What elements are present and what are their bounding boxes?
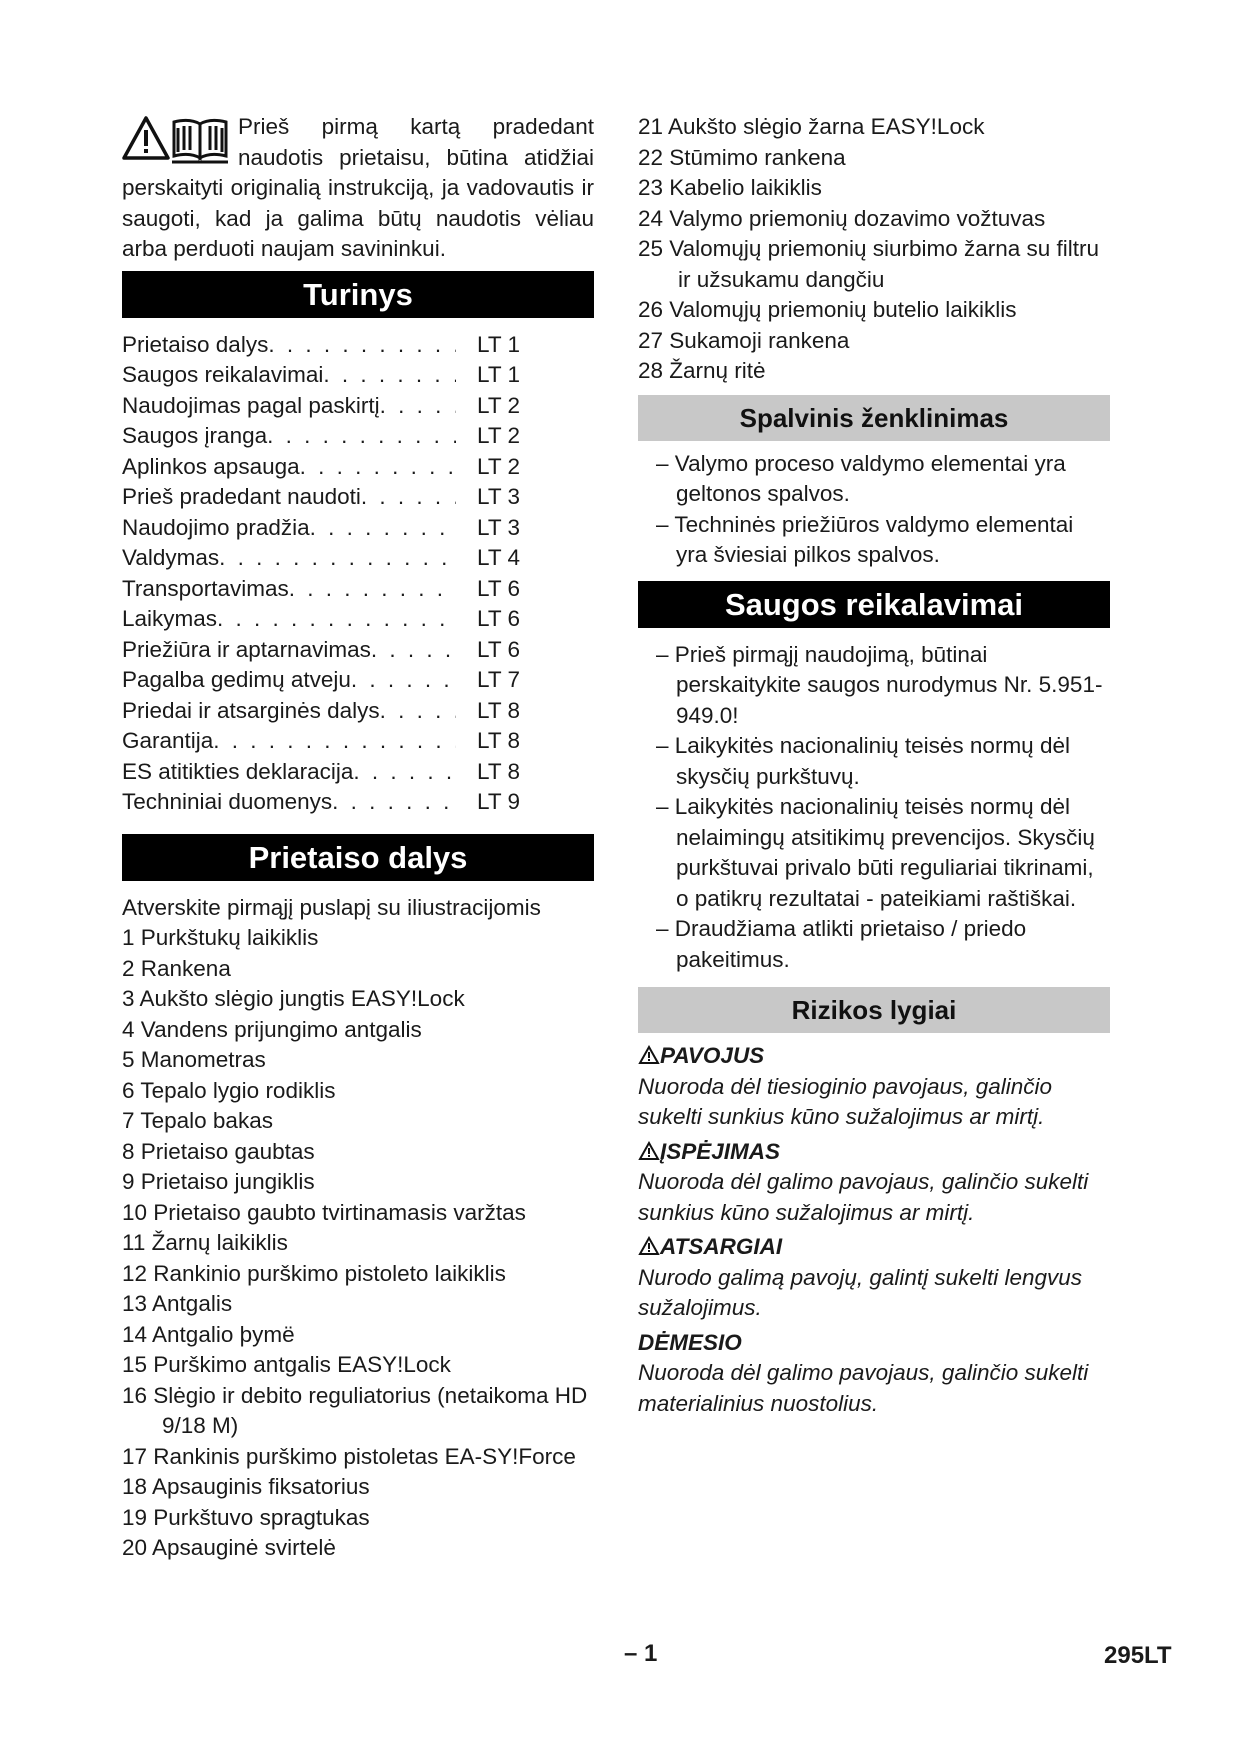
risk-level-label: ĮSPĖJIMAS (660, 1138, 781, 1164)
risk-levels (638, 1041, 1110, 1419)
safety-list (638, 640, 1110, 976)
color-coding-list (638, 449, 1110, 571)
part-item: 11 Žarnų laikiklis (122, 1230, 288, 1255)
toc-item-label: Prieš pradedant naudoti (122, 484, 361, 509)
toc-list (122, 330, 520, 818)
toc-item (122, 665, 520, 696)
risk-level-name (638, 1041, 1110, 1072)
toc-item (122, 787, 520, 818)
toc-item (122, 513, 520, 544)
risk-level-name (638, 1328, 1110, 1359)
toc-item-page: LT 7 (477, 667, 520, 692)
toc-item (122, 421, 520, 452)
toc-item-label: Saugos reikalavimai (122, 362, 324, 387)
toc-item-page: LT 1 (477, 362, 520, 387)
toc-leader (217, 604, 456, 635)
color-coding-item: – Valymo proceso valdymo elementai yra geltonos spalvos. (656, 450, 1066, 506)
warning-triangle-icon (638, 1045, 660, 1065)
left-column (122, 112, 594, 1564)
safety-item: – Laikykitės nacionalinių teisės normų dėl nelaimingų atsitikimų prevencijos. Skysčių purkštuvai privalo būti reguliariai tikrinami, o patikrų rezultatai - pateikiami raštiškai. (656, 794, 1095, 911)
toc-leader (310, 513, 456, 544)
part-item: 19 Purkštuvo spragtukas (122, 1504, 370, 1530)
part-item: 7 Tepalo bakas (122, 1108, 273, 1133)
part-item: 21 Aukšto slėgio žarna EASY!Lock (638, 114, 985, 139)
risk-level-label: ATSARGIAI (660, 1234, 783, 1259)
footer-page-code: 295LT (1104, 1642, 1172, 1669)
toc-item (122, 635, 520, 666)
risk-heading: Rizikos lygiai (638, 987, 1110, 1033)
toc-item-label: Laikymas (122, 606, 218, 631)
part-item: 24 Valymo priemonių dozavimo vožtuvas (638, 205, 1046, 231)
toc-item (122, 696, 520, 727)
toc-item-label: Valdymas (122, 545, 220, 570)
toc-leader (268, 330, 456, 361)
part-item: 12 Rankinio purškimo pistoleto laikiklis (122, 1260, 506, 1286)
safety-heading: Saugos reikalavimai (638, 581, 1110, 628)
part-item: 13 Antgalis (122, 1291, 233, 1316)
risk-level-description: Nurodo galimą pavojų, galintį sukelti lengvus sužalojimus. (638, 1264, 1083, 1320)
toc-item (122, 391, 520, 422)
toc-item-label: Naudojimo pradžia (122, 514, 310, 540)
toc-item-page: LT 6 (477, 636, 520, 662)
intro-block (122, 112, 594, 265)
intro-icons (122, 114, 230, 166)
manual-book-icon (172, 120, 228, 162)
footer-page-number: – 1 (624, 1640, 658, 1667)
toc-leader (323, 360, 456, 391)
toc-item-page: LT 6 (477, 575, 520, 601)
risk-level-name (638, 1232, 1110, 1263)
risk-level-description: Nuoroda dėl galimo pavojaus, galinčio sukelti sunkius kūno sužalojimus ar mirtį. (638, 1169, 1089, 1225)
toc-item-page: LT 4 (477, 545, 520, 570)
part-item: 15 Purškimo antgalis EASY!Lock (122, 1352, 451, 1377)
parts-list-continued (638, 112, 1110, 387)
part-item: 28 Žarnų ritė (638, 358, 766, 383)
warning-triangle-icon (638, 1141, 660, 1161)
part-item: 14 Antgalio þymë (122, 1321, 295, 1347)
part-item: 25 Valomųjų priemonių siurbimo žarna su filtru ir užsukamu dangčiu (638, 236, 1100, 292)
part-item: 20 Apsauginė svirtelė (122, 1535, 336, 1560)
part-item: 8 Prietaiso gaubtas (122, 1138, 315, 1164)
toc-item (122, 452, 520, 483)
toc-leader (361, 482, 456, 513)
toc-item-label: Pagalba gedimų atveju (122, 667, 351, 692)
toc-item-page: LT 6 (477, 606, 520, 631)
toc-item (122, 543, 520, 574)
risk-level-label: DĖMESIO (638, 1329, 742, 1355)
toc-leader (300, 452, 456, 483)
part-item: 2 Rankena (122, 955, 231, 981)
toc-item-label: Garantija (122, 728, 214, 753)
toc-leader (371, 635, 456, 666)
risk-level-description: Nuoroda dėl galimo pavojaus, galinčio sukelti materialinius nuostolius. (638, 1360, 1089, 1416)
toc-item-page: LT 3 (477, 514, 520, 540)
risk-level-description: Nuoroda dėl tiesioginio pavojaus, galinčio sukelti sunkius kūno sužalojimus ar mirtį. (638, 1073, 1053, 1129)
toc-item-label: Priežiūra ir aptarnavimas (122, 636, 371, 662)
toc-item-page: LT 8 (477, 758, 520, 784)
toc-item-label: ES atitikties deklaracija (122, 758, 354, 784)
safety-item: – Laikykitės nacionalinių teisės normų dėl skysčių purkštuvų. (656, 733, 1070, 789)
toc-leader (219, 543, 456, 574)
part-item: 6 Tepalo lygio rodiklis (122, 1077, 336, 1103)
toc-item-page: LT 2 (477, 453, 520, 479)
toc-leader (213, 726, 456, 757)
toc-leader (353, 757, 456, 788)
toc-item-page: LT 8 (477, 697, 520, 723)
intro-text: Prieš pirmą kartą pradedant naudotis prietaisu, būtina atidžiai perskaityti originalią instrukciją, ja vadovautis ir saugoti, kad ja galima būtų naudotis vėliau arba perduoti naujam savininkui. (122, 114, 594, 261)
toc-item (122, 604, 520, 635)
part-item: 17 Rankinis purškimo pistoletas EA-SY!Force (122, 1443, 576, 1469)
safety-item: – Draudžiama atlikti prietaiso / priedo pakeitimus. (656, 916, 1027, 972)
toc-item-page: LT 8 (477, 728, 520, 753)
part-item: 3 Aukšto slėgio jungtis EASY!Lock (122, 986, 465, 1011)
part-item: 1 Purkštukų laikiklis (122, 925, 319, 950)
toc-item (122, 482, 520, 513)
toc-item-label: Aplinkos apsauga (122, 453, 300, 479)
toc-item-label: Techniniai duomenys (122, 789, 333, 814)
toc-item-label: Priedai ir atsarginės dalys (122, 697, 380, 723)
toc-leader (380, 391, 456, 422)
toc-item-label: Saugos įranga (122, 423, 268, 448)
toc-item-page: LT 9 (477, 789, 520, 814)
part-item: 27 Sukamoji rankena (638, 327, 850, 353)
right-column (638, 112, 1110, 1419)
part-item: 26 Valomųjų priemonių butelio laikiklis (638, 297, 1017, 322)
toc-leader (380, 696, 456, 727)
part-item: 23 Kabelio laikiklis (638, 175, 822, 200)
toc-item (122, 574, 520, 605)
toc-item-label: Naudojimas pagal paskirtį (122, 392, 380, 418)
toc-item (122, 330, 520, 361)
toc-item-label: Transportavimas (122, 575, 289, 601)
toc-leader (351, 665, 456, 696)
part-item: 18 Apsauginis fiksatorius (122, 1474, 370, 1499)
part-item: 22 Stūmimo rankena (638, 144, 846, 170)
part-item: 16 Slėgio ir debito reguliatorius (netaikoma HD 9/18 M) (122, 1382, 588, 1438)
toc-item (122, 360, 520, 391)
parts-heading: Prietaiso dalys (122, 834, 594, 881)
toc-heading: Turinys (122, 271, 594, 318)
part-item: 5 Manometras (122, 1047, 266, 1072)
toc-item-page: LT 2 (477, 392, 520, 418)
color-coding-item: – Techninės priežiūros valdymo elementai yra šviesiai pilkos spalvos. (656, 511, 1074, 567)
part-item: 4 Vandens prijungimo antgalis (122, 1016, 422, 1042)
risk-level-label: PAVOJUS (660, 1043, 765, 1068)
toc-leader (332, 787, 456, 818)
risk-level-name (638, 1137, 1110, 1168)
toc-leader (289, 574, 456, 605)
toc-item-label: Prietaiso dalys (122, 331, 269, 357)
warning-triangle-icon (638, 1236, 660, 1256)
toc-leader (267, 421, 456, 452)
part-item: 10 Prietaiso gaubto tvirtinamasis varžtas (122, 1199, 526, 1225)
toc-item-page: LT 2 (477, 423, 520, 448)
safety-item: – Prieš pirmąjį naudojimą, būtinai perskaitykite saugos nurodymus Nr. 5.951-949.0! (656, 641, 1103, 728)
toc-item-page: LT 1 (477, 331, 520, 357)
warning-triangle-icon (124, 118, 168, 158)
toc-item (122, 757, 520, 788)
color-coding-heading: Spalvinis ženklinimas (638, 395, 1110, 441)
parts-list (122, 923, 594, 1564)
toc-item (122, 726, 520, 757)
parts-intro: Atverskite pirmąjį puslapį su iliustracijomis (122, 894, 541, 920)
part-item: 9 Prietaiso jungiklis (122, 1169, 315, 1194)
toc-item-page: LT 3 (477, 484, 520, 509)
